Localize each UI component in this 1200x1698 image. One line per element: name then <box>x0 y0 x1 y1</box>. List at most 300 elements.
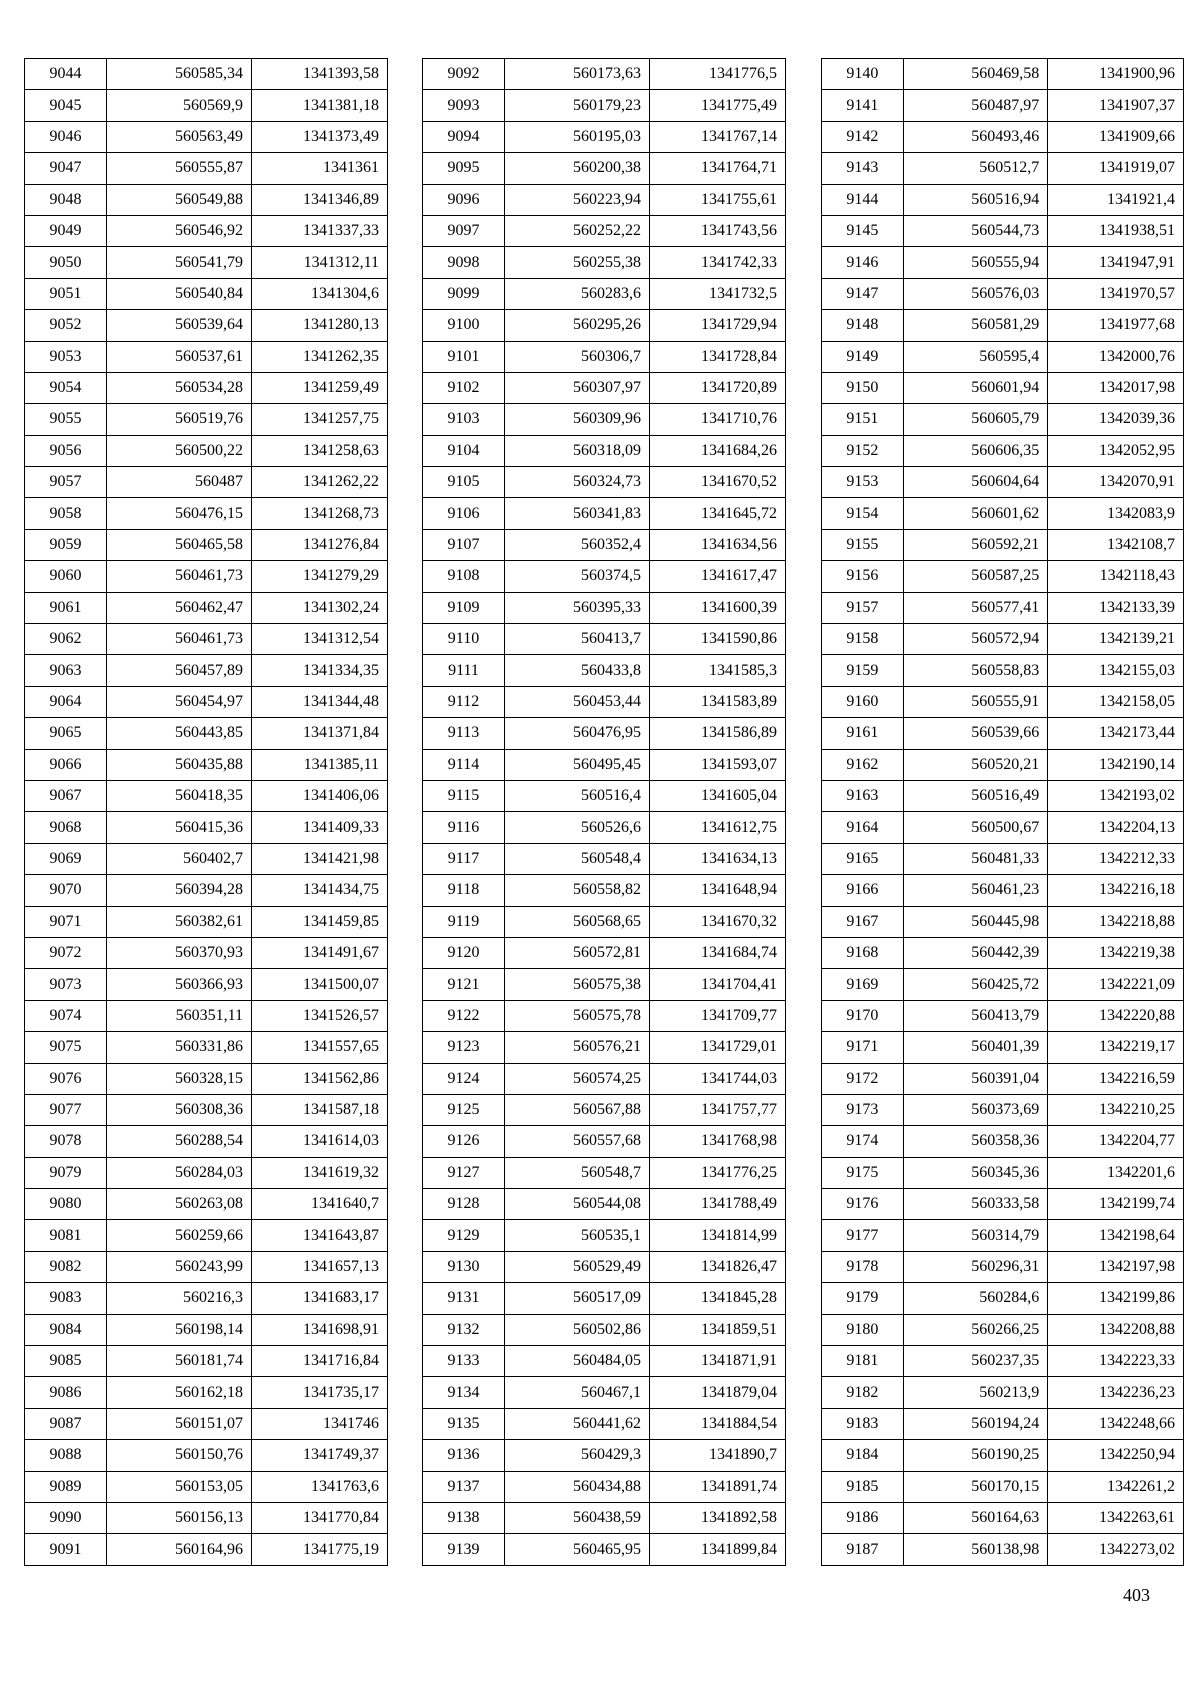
y-coordinate-cell: 1341729,94 <box>650 310 786 341</box>
point-number-cell: 9051 <box>25 278 107 309</box>
point-number-cell: 9130 <box>423 1251 505 1282</box>
y-coordinate-cell: 1341742,33 <box>650 247 786 278</box>
point-number-cell: 9113 <box>423 718 505 749</box>
table-row <box>822 561 1184 592</box>
y-coordinate-cell: 1342198,64 <box>1048 1220 1184 1251</box>
point-number-cell: 9154 <box>822 498 904 529</box>
y-coordinate-cell: 1341768,98 <box>650 1126 786 1157</box>
point-number-cell: 9184 <box>822 1440 904 1471</box>
table-row <box>25 1063 388 1094</box>
point-number-cell: 9050 <box>25 247 107 278</box>
table-row <box>25 435 388 466</box>
y-coordinate-cell: 1341586,89 <box>650 718 786 749</box>
x-coordinate-cell: 560558,83 <box>903 655 1048 686</box>
x-coordinate-cell: 560216,3 <box>107 1283 252 1314</box>
y-coordinate-cell: 1342261,2 <box>1048 1471 1184 1502</box>
y-coordinate-cell: 1342248,66 <box>1048 1408 1184 1439</box>
x-coordinate-cell: 560576,03 <box>903 278 1048 309</box>
x-coordinate-cell: 560345,36 <box>903 1157 1048 1188</box>
point-number-cell: 9065 <box>25 718 107 749</box>
point-number-cell: 9186 <box>822 1502 904 1533</box>
y-coordinate-cell: 1341617,47 <box>650 561 786 592</box>
y-coordinate-cell: 1341393,58 <box>252 59 388 90</box>
table-row <box>822 875 1184 906</box>
y-coordinate-cell: 1341312,11 <box>252 247 388 278</box>
point-number-cell: 9173 <box>822 1094 904 1125</box>
y-coordinate-cell: 1341304,6 <box>252 278 388 309</box>
table-row <box>25 592 388 623</box>
y-coordinate-cell: 1341684,26 <box>650 435 786 466</box>
table-row <box>822 121 1184 152</box>
point-number-cell: 9123 <box>423 1032 505 1063</box>
x-coordinate-cell: 560425,72 <box>903 969 1048 1000</box>
point-number-cell: 9080 <box>25 1189 107 1220</box>
point-number-cell: 9114 <box>423 749 505 780</box>
point-number-cell: 9067 <box>25 780 107 811</box>
y-coordinate-cell: 1341614,03 <box>252 1126 388 1157</box>
x-coordinate-cell: 560308,36 <box>107 1094 252 1125</box>
y-coordinate-cell: 1341871,91 <box>650 1346 786 1377</box>
table-row <box>25 1251 388 1282</box>
table-row <box>822 1346 1184 1377</box>
y-coordinate-cell: 1341890,7 <box>650 1440 786 1471</box>
point-number-cell: 9182 <box>822 1377 904 1408</box>
x-coordinate-cell: 560170,15 <box>903 1471 1048 1502</box>
x-coordinate-cell: 560537,61 <box>107 341 252 372</box>
table-row <box>423 1346 786 1377</box>
x-coordinate-cell: 560433,8 <box>505 655 650 686</box>
table-row <box>822 467 1184 498</box>
table-row <box>822 1283 1184 1314</box>
table-row <box>423 969 786 1000</box>
y-coordinate-cell: 1341605,04 <box>650 780 786 811</box>
y-coordinate-cell: 1341770,84 <box>252 1502 388 1533</box>
y-coordinate-cell: 1341334,35 <box>252 655 388 686</box>
x-coordinate-cell: 560516,94 <box>903 184 1048 215</box>
x-coordinate-cell: 560595,4 <box>903 341 1048 372</box>
point-number-cell: 9079 <box>25 1157 107 1188</box>
point-number-cell: 9063 <box>25 655 107 686</box>
x-coordinate-cell: 560546,92 <box>107 215 252 246</box>
table-row <box>423 435 786 466</box>
y-coordinate-cell: 1342039,36 <box>1048 404 1184 435</box>
x-coordinate-cell: 560555,87 <box>107 153 252 184</box>
y-coordinate-cell: 1341921,4 <box>1048 184 1184 215</box>
point-number-cell: 9148 <box>822 310 904 341</box>
point-number-cell: 9167 <box>822 906 904 937</box>
table-row <box>423 310 786 341</box>
point-number-cell: 9098 <box>423 247 505 278</box>
table-row <box>25 1000 388 1031</box>
table-row <box>822 906 1184 937</box>
y-coordinate-cell: 1342221,09 <box>1048 969 1184 1000</box>
x-coordinate-cell: 560495,45 <box>505 749 650 780</box>
x-coordinate-cell: 560529,49 <box>505 1251 650 1282</box>
table-row <box>25 969 388 1000</box>
point-number-cell: 9120 <box>423 937 505 968</box>
table-row <box>25 906 388 937</box>
y-coordinate-cell: 1341562,86 <box>252 1063 388 1094</box>
point-number-cell: 9104 <box>423 435 505 466</box>
table-row <box>25 372 388 403</box>
y-coordinate-cell: 1341361 <box>252 153 388 184</box>
table-row <box>423 184 786 215</box>
table-row <box>822 341 1184 372</box>
table-row <box>423 937 786 968</box>
y-coordinate-cell: 1341262,35 <box>252 341 388 372</box>
x-coordinate-cell: 560284,03 <box>107 1157 252 1188</box>
x-coordinate-cell: 560467,1 <box>505 1377 650 1408</box>
point-number-cell: 9054 <box>25 372 107 403</box>
table-row <box>423 215 786 246</box>
point-number-cell: 9140 <box>822 59 904 90</box>
y-coordinate-cell: 1341879,04 <box>650 1377 786 1408</box>
y-coordinate-cell: 1341346,89 <box>252 184 388 215</box>
y-coordinate-cell: 1342201,6 <box>1048 1157 1184 1188</box>
table-row <box>423 1189 786 1220</box>
table-row <box>822 1534 1184 1565</box>
point-number-cell: 9179 <box>822 1283 904 1314</box>
table-row <box>25 1314 388 1345</box>
x-coordinate-cell: 560606,35 <box>903 435 1048 466</box>
x-coordinate-cell: 560373,69 <box>903 1094 1048 1125</box>
point-number-cell: 9177 <box>822 1220 904 1251</box>
point-number-cell: 9175 <box>822 1157 904 1188</box>
y-coordinate-cell: 1341704,41 <box>650 969 786 1000</box>
point-number-cell: 9059 <box>25 529 107 560</box>
y-coordinate-cell: 1342220,88 <box>1048 1000 1184 1031</box>
point-number-cell: 9155 <box>822 529 904 560</box>
point-number-cell: 9178 <box>822 1251 904 1282</box>
y-coordinate-cell: 1341373,49 <box>252 121 388 152</box>
y-coordinate-cell: 1342216,59 <box>1048 1063 1184 1094</box>
point-number-cell: 9102 <box>423 372 505 403</box>
y-coordinate-cell: 1341600,39 <box>650 592 786 623</box>
table-row <box>822 1000 1184 1031</box>
x-coordinate-cell: 560469,58 <box>903 59 1048 90</box>
x-coordinate-cell: 560370,93 <box>107 937 252 968</box>
table-row <box>423 1094 786 1125</box>
point-number-cell: 9069 <box>25 843 107 874</box>
table-row <box>822 592 1184 623</box>
y-coordinate-cell: 1341698,91 <box>252 1314 388 1345</box>
y-coordinate-cell: 1341643,87 <box>252 1220 388 1251</box>
y-coordinate-cell: 1341583,89 <box>650 686 786 717</box>
y-coordinate-cell: 1341767,14 <box>650 121 786 152</box>
table-row <box>822 1126 1184 1157</box>
x-coordinate-cell: 560587,25 <box>903 561 1048 592</box>
y-coordinate-cell: 1341657,13 <box>252 1251 388 1282</box>
table-row <box>423 372 786 403</box>
y-coordinate-cell: 1342218,88 <box>1048 906 1184 937</box>
point-number-cell: 9162 <box>822 749 904 780</box>
point-number-cell: 9097 <box>423 215 505 246</box>
y-coordinate-cell: 1341640,7 <box>252 1189 388 1220</box>
point-number-cell: 9156 <box>822 561 904 592</box>
table-row <box>25 467 388 498</box>
point-number-cell: 9181 <box>822 1346 904 1377</box>
point-number-cell: 9056 <box>25 435 107 466</box>
point-number-cell: 9160 <box>822 686 904 717</box>
x-coordinate-cell: 560539,64 <box>107 310 252 341</box>
y-coordinate-cell: 1342236,23 <box>1048 1377 1184 1408</box>
point-number-cell: 9168 <box>822 937 904 968</box>
x-coordinate-cell: 560243,99 <box>107 1251 252 1282</box>
x-coordinate-cell: 560487,97 <box>903 90 1048 121</box>
x-coordinate-cell: 560413,79 <box>903 1000 1048 1031</box>
table-row <box>822 1094 1184 1125</box>
x-coordinate-cell: 560213,9 <box>903 1377 1048 1408</box>
table-row <box>822 1408 1184 1439</box>
point-number-cell: 9094 <box>423 121 505 152</box>
y-coordinate-cell: 1341709,77 <box>650 1000 786 1031</box>
y-coordinate-cell: 1341891,74 <box>650 1471 786 1502</box>
point-number-cell: 9049 <box>25 215 107 246</box>
x-coordinate-cell: 560454,97 <box>107 686 252 717</box>
point-number-cell: 9092 <box>423 59 505 90</box>
x-coordinate-cell: 560331,86 <box>107 1032 252 1063</box>
point-number-cell: 9099 <box>423 278 505 309</box>
x-coordinate-cell: 560314,79 <box>903 1220 1048 1251</box>
coordinate-table-2 <box>422 58 786 1566</box>
table-row <box>25 153 388 184</box>
point-number-cell: 9103 <box>423 404 505 435</box>
y-coordinate-cell: 1341526,57 <box>252 1000 388 1031</box>
point-number-cell: 9093 <box>423 90 505 121</box>
point-number-cell: 9134 <box>423 1377 505 1408</box>
point-number-cell: 9135 <box>423 1408 505 1439</box>
x-coordinate-cell: 560558,82 <box>505 875 650 906</box>
table-row <box>423 592 786 623</box>
x-coordinate-cell: 560465,58 <box>107 529 252 560</box>
point-number-cell: 9064 <box>25 686 107 717</box>
point-number-cell: 9171 <box>822 1032 904 1063</box>
y-coordinate-cell: 1341344,48 <box>252 686 388 717</box>
y-coordinate-cell: 1341776,25 <box>650 1157 786 1188</box>
table-row <box>423 1220 786 1251</box>
y-coordinate-cell: 1341280,13 <box>252 310 388 341</box>
x-coordinate-cell: 560374,5 <box>505 561 650 592</box>
table-row <box>822 90 1184 121</box>
y-coordinate-cell: 1341716,84 <box>252 1346 388 1377</box>
table-row <box>423 843 786 874</box>
x-coordinate-cell: 560162,18 <box>107 1377 252 1408</box>
x-coordinate-cell: 560164,63 <box>903 1502 1048 1533</box>
point-number-cell: 9172 <box>822 1063 904 1094</box>
y-coordinate-cell: 1341406,06 <box>252 780 388 811</box>
table-row <box>822 404 1184 435</box>
table-row <box>822 780 1184 811</box>
y-coordinate-cell: 1341279,29 <box>252 561 388 592</box>
x-coordinate-cell: 560541,79 <box>107 247 252 278</box>
point-number-cell: 9132 <box>423 1314 505 1345</box>
table-row <box>423 780 786 811</box>
point-number-cell: 9126 <box>423 1126 505 1157</box>
table-row <box>423 90 786 121</box>
point-number-cell: 9112 <box>423 686 505 717</box>
y-coordinate-cell: 1342155,03 <box>1048 655 1184 686</box>
x-coordinate-cell: 560394,28 <box>107 875 252 906</box>
y-coordinate-cell: 1341775,19 <box>252 1534 388 1565</box>
x-coordinate-cell: 560179,23 <box>505 90 650 121</box>
point-number-cell: 9090 <box>25 1502 107 1533</box>
y-coordinate-cell: 1342204,13 <box>1048 812 1184 843</box>
point-number-cell: 9061 <box>25 592 107 623</box>
y-coordinate-cell: 1342000,76 <box>1048 341 1184 372</box>
point-number-cell: 9161 <box>822 718 904 749</box>
point-number-cell: 9127 <box>423 1157 505 1188</box>
x-coordinate-cell: 560516,49 <box>903 780 1048 811</box>
x-coordinate-cell: 560572,94 <box>903 624 1048 655</box>
table-row <box>822 1471 1184 1502</box>
point-number-cell: 9078 <box>25 1126 107 1157</box>
point-number-cell: 9096 <box>423 184 505 215</box>
y-coordinate-cell: 1341732,5 <box>650 278 786 309</box>
x-coordinate-cell: 560418,35 <box>107 780 252 811</box>
point-number-cell: 9176 <box>822 1189 904 1220</box>
point-number-cell: 9110 <box>423 624 505 655</box>
x-coordinate-cell: 560519,76 <box>107 404 252 435</box>
x-coordinate-cell: 560601,94 <box>903 372 1048 403</box>
table-row <box>25 1440 388 1471</box>
x-coordinate-cell: 560252,22 <box>505 215 650 246</box>
y-coordinate-cell: 1341684,74 <box>650 937 786 968</box>
table-row <box>423 1000 786 1031</box>
x-coordinate-cell: 560164,96 <box>107 1534 252 1565</box>
x-coordinate-cell: 560438,59 <box>505 1502 650 1533</box>
point-number-cell: 9136 <box>423 1440 505 1471</box>
x-coordinate-cell: 560173,63 <box>505 59 650 90</box>
y-coordinate-cell: 1342216,18 <box>1048 875 1184 906</box>
x-coordinate-cell: 560517,09 <box>505 1283 650 1314</box>
y-coordinate-cell: 1341421,98 <box>252 843 388 874</box>
point-number-cell: 9144 <box>822 184 904 215</box>
x-coordinate-cell: 560442,39 <box>903 937 1048 968</box>
table-row <box>423 404 786 435</box>
y-coordinate-cell: 1341892,58 <box>650 1502 786 1533</box>
y-coordinate-cell: 1342212,33 <box>1048 843 1184 874</box>
table-row <box>822 655 1184 686</box>
point-number-cell: 9046 <box>25 121 107 152</box>
table-row <box>822 1220 1184 1251</box>
y-coordinate-cell: 1341459,85 <box>252 906 388 937</box>
table-row <box>423 1063 786 1094</box>
table-row <box>822 749 1184 780</box>
table-row <box>423 686 786 717</box>
point-number-cell: 9122 <box>423 1000 505 1031</box>
table-row <box>822 372 1184 403</box>
table-row <box>822 1377 1184 1408</box>
x-coordinate-cell: 560512,7 <box>903 153 1048 184</box>
x-coordinate-cell: 560572,81 <box>505 937 650 968</box>
point-number-cell: 9072 <box>25 937 107 968</box>
table-row <box>822 1189 1184 1220</box>
table-row <box>822 310 1184 341</box>
y-coordinate-cell: 1341947,91 <box>1048 247 1184 278</box>
x-coordinate-cell: 560333,58 <box>903 1189 1048 1220</box>
x-coordinate-cell: 560502,86 <box>505 1314 650 1345</box>
point-number-cell: 9139 <box>423 1534 505 1565</box>
point-number-cell: 9164 <box>822 812 904 843</box>
y-coordinate-cell: 1341276,84 <box>252 529 388 560</box>
x-coordinate-cell: 560429,3 <box>505 1440 650 1471</box>
table-row <box>423 655 786 686</box>
x-coordinate-cell: 560181,74 <box>107 1346 252 1377</box>
point-number-cell: 9180 <box>822 1314 904 1345</box>
x-coordinate-cell: 560461,23 <box>903 875 1048 906</box>
point-number-cell: 9146 <box>822 247 904 278</box>
x-coordinate-cell: 560484,05 <box>505 1346 650 1377</box>
point-number-cell: 9141 <box>822 90 904 121</box>
y-coordinate-cell: 1341729,01 <box>650 1032 786 1063</box>
table-row <box>423 59 786 90</box>
table-row <box>25 749 388 780</box>
y-coordinate-cell: 1341977,68 <box>1048 310 1184 341</box>
table-row <box>25 624 388 655</box>
table-row <box>25 718 388 749</box>
point-number-cell: 9083 <box>25 1283 107 1314</box>
x-coordinate-cell: 560151,07 <box>107 1408 252 1439</box>
y-coordinate-cell: 1342208,88 <box>1048 1314 1184 1345</box>
point-number-cell: 9055 <box>25 404 107 435</box>
point-number-cell: 9124 <box>423 1063 505 1094</box>
y-coordinate-cell: 1342108,7 <box>1048 529 1184 560</box>
x-coordinate-cell: 560413,7 <box>505 624 650 655</box>
table-row <box>822 812 1184 843</box>
y-coordinate-cell: 1341919,07 <box>1048 153 1184 184</box>
y-coordinate-cell: 1342083,9 <box>1048 498 1184 529</box>
table-row <box>423 1126 786 1157</box>
table-row <box>25 1189 388 1220</box>
x-coordinate-cell: 560526,6 <box>505 812 650 843</box>
x-coordinate-cell: 560569,9 <box>107 90 252 121</box>
x-coordinate-cell: 560601,62 <box>903 498 1048 529</box>
y-coordinate-cell: 1341907,37 <box>1048 90 1184 121</box>
y-coordinate-cell: 1341683,17 <box>252 1283 388 1314</box>
point-number-cell: 9106 <box>423 498 505 529</box>
x-coordinate-cell: 560476,15 <box>107 498 252 529</box>
x-coordinate-cell: 560366,93 <box>107 969 252 1000</box>
x-coordinate-cell: 560461,73 <box>107 561 252 592</box>
table-row <box>25 247 388 278</box>
x-coordinate-cell: 560500,22 <box>107 435 252 466</box>
y-coordinate-cell: 1342070,91 <box>1048 467 1184 498</box>
x-coordinate-cell: 560453,44 <box>505 686 650 717</box>
point-number-cell: 9087 <box>25 1408 107 1439</box>
point-number-cell: 9174 <box>822 1126 904 1157</box>
point-number-cell: 9118 <box>423 875 505 906</box>
x-coordinate-cell: 560465,95 <box>505 1534 650 1565</box>
x-coordinate-cell: 560555,91 <box>903 686 1048 717</box>
point-number-cell: 9060 <box>25 561 107 592</box>
table-row <box>25 1157 388 1188</box>
point-number-cell: 9183 <box>822 1408 904 1439</box>
table-row <box>25 1346 388 1377</box>
x-coordinate-cell: 560520,21 <box>903 749 1048 780</box>
x-coordinate-cell: 560138,98 <box>903 1534 1048 1565</box>
table-row <box>423 875 786 906</box>
point-number-cell: 9187 <box>822 1534 904 1565</box>
y-coordinate-cell: 1341262,22 <box>252 467 388 498</box>
x-coordinate-cell: 560604,64 <box>903 467 1048 498</box>
table-row <box>822 686 1184 717</box>
table-row <box>423 153 786 184</box>
y-coordinate-cell: 1342190,14 <box>1048 749 1184 780</box>
table-row <box>25 184 388 215</box>
point-number-cell: 9145 <box>822 215 904 246</box>
table-row <box>423 121 786 152</box>
point-number-cell: 9147 <box>822 278 904 309</box>
